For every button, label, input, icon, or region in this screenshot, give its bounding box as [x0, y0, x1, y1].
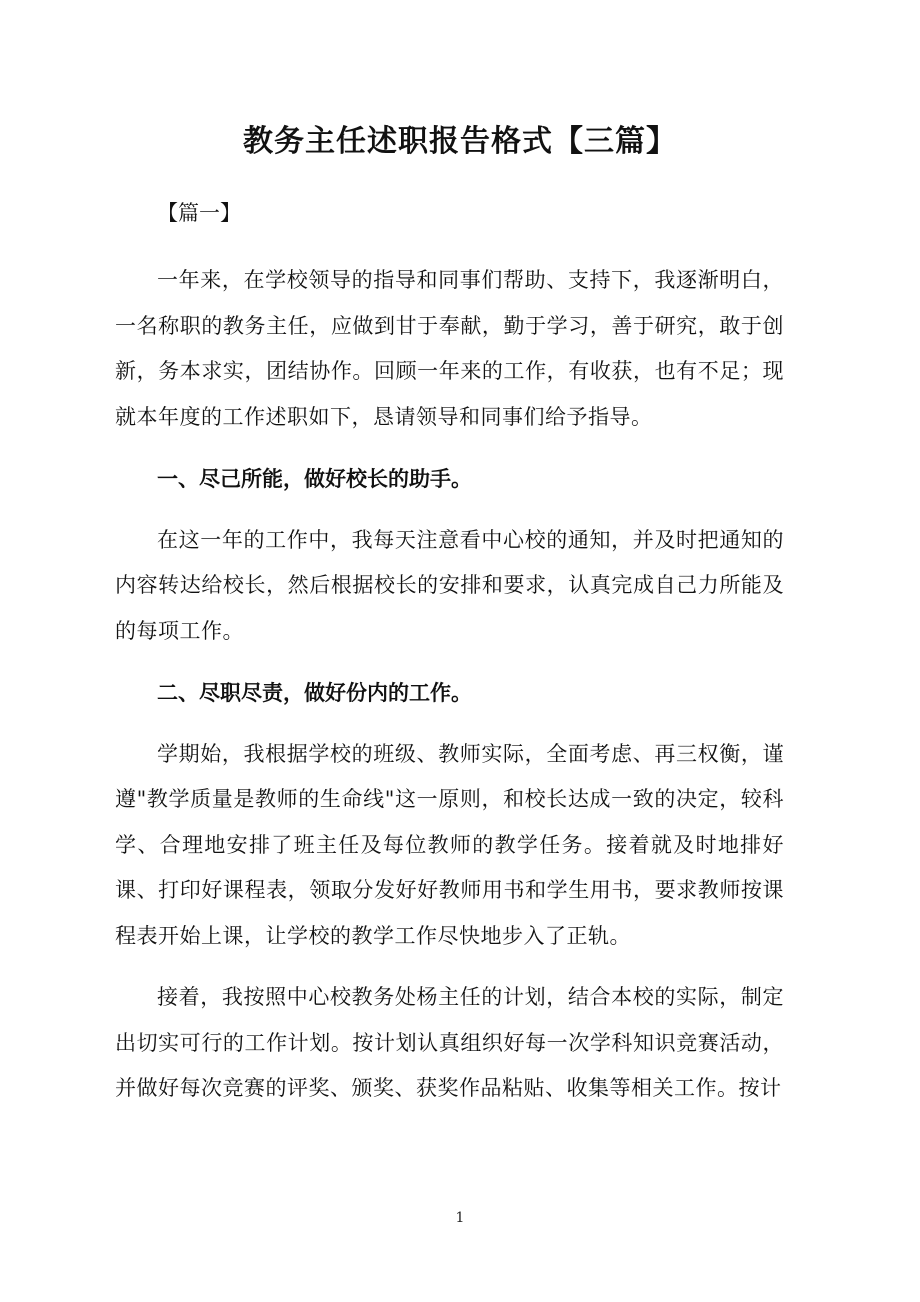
paragraph-section-one: 在这一年的工作中，我每天注意看中心校的通知，并及时把通知的内容转达给校长，然后根据校长的安排和要求，认真完成自己力所能及的每项工作。: [115, 527, 784, 643]
page-number: 1: [455, 1210, 465, 1226]
paragraph-section-two-a: 学期始，我根据学校的班级、教师实际，全面考虑、再三权衡，谨遵"教学质量是教师的生命线"这一原则，和校长达成一致的决定，较科学、合理地安排了班主任及每位教师的教学任务。接着就及时地排好课、打印好课程表，领取分发好好教师用书和学生用书，要求教师按课程表开始上课，让学校的教学工作尽快地步入了正轨。: [115, 741, 784, 948]
document-title: 教务主任述职报告格式【三篇】: [243, 124, 677, 159]
heading-section-one: 一、尽己所能，做好校长的助手。: [157, 466, 472, 491]
section-label: 【篇一】: [157, 201, 241, 225]
heading-section-two: 二、尽职尽责，做好份内的工作。: [157, 680, 472, 705]
paragraph-intro: 一年来，在学校领导的指导和同事们帮助、支持下，我逐渐明白，一名称职的教务主任，应做到甘于奉献，勤于学习，善于研究，敢于创新，务本求实，团结协作。回顾一年来的工作，有收获，也有不足；现就本年度的工作述职如下，恳请领导和同事们给予指导。: [115, 268, 784, 429]
paragraph-section-two-b: 接着，我按照中心校教务处杨主任的计划，结合本校的实际，制定出切实可行的工作计划。按计划认真组织好每一次学科知识竞赛活动，并做好每次竞赛的评奖、颁奖、获奖作品粘贴、收集等相关工作。按计: [115, 985, 784, 1100]
